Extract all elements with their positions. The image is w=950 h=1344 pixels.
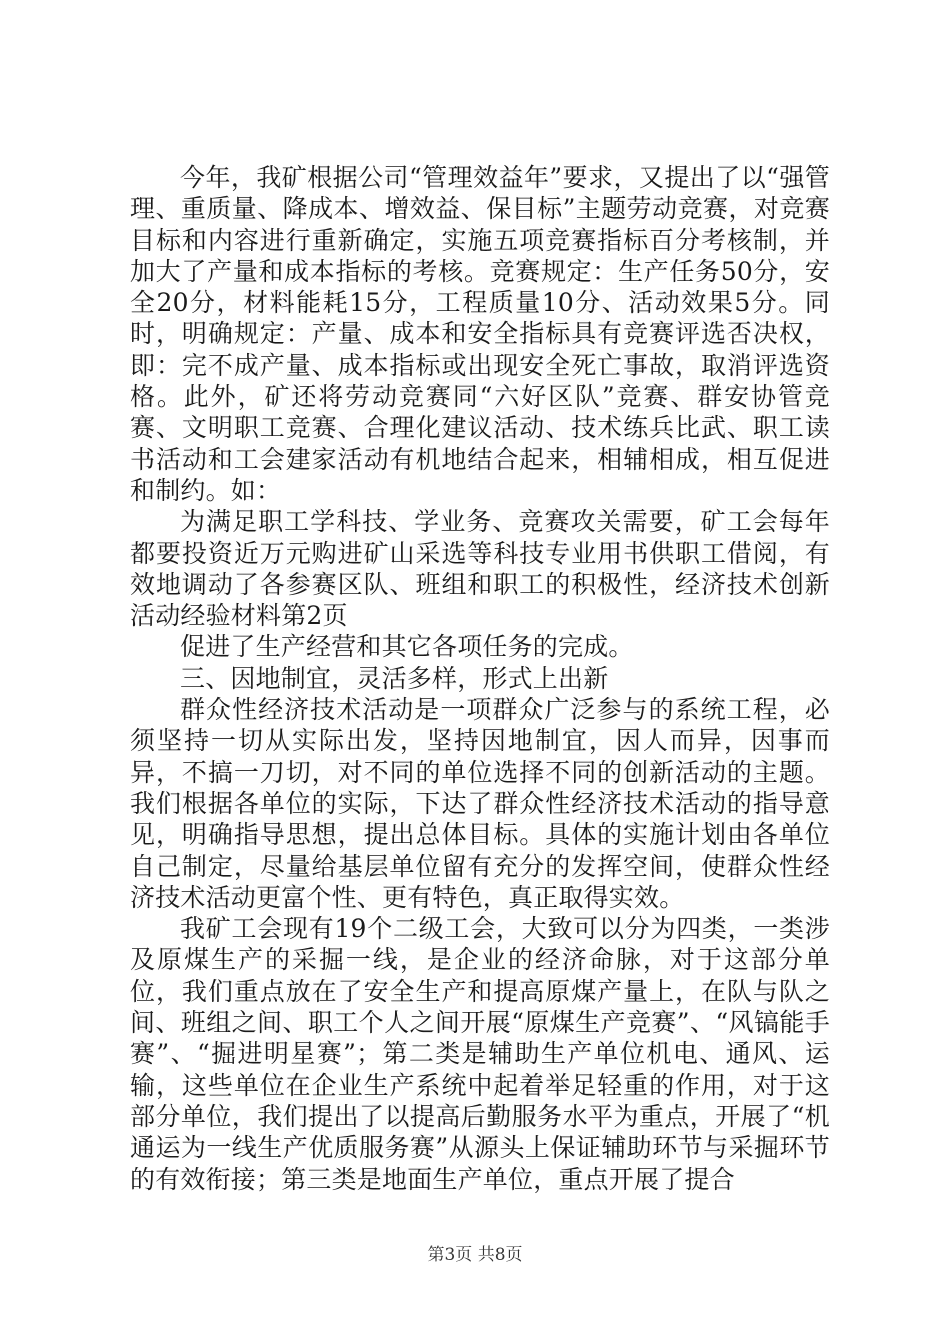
paragraph-books-investment: 为满足职工学科技、学业务、竞赛攻关需要，矿工会每年都要投资近万元购进矿山采选等科技专业用书供职工借阅，有效地调动了各参赛区队、班组和职工的积极性，经济技术创新活动经验材料第2页 <box>130 507 830 631</box>
section-heading-3: 三、因地制宜，灵活多样，形式上出新 <box>180 663 609 693</box>
paragraph-union-categories: 我矿工会现有19个二级工会，大致可以分为四类，一类涉及原煤生产的采掘一线，是企业的经济命脉，对于这部分单位，我们重点放在了安全生产和提高原煤产量上，在队与队之间、班组之间、职工个人之间开展“原煤生产竞赛”、“风镐能手赛”、“掘进明星赛”；第二类是辅助生产单位机电、通风、运输，这些单位在企业生产系统中起着举足轻重的作用，对于这部分单位，我们提出了以提高后勤服务水平为重点，开展了“机通运为一线生产优质服务赛”从源头上保证辅助环节与采掘环节的有效衔接；第三类是地面生产单位，重点开展了提合 <box>130 914 830 1194</box>
page-number-footer: 第3页 共8页 <box>427 1245 523 1265</box>
paragraph-continuation: 促进了生产经营和其它各项任务的完成。 <box>180 632 634 662</box>
document-body <box>130 162 830 1195</box>
paragraph-competition-rules: 今年，我矿根据公司“管理效益年”要求，又提出了以“强管理、重质量、降成本、增效益、保目标”主题劳动竞赛，对竞赛目标和内容进行重新确定，实施五项竞赛指标百分考核制，并加大了产量和成本指标的考核。竞赛规定：生产任务50分，安全20分，材料能耗15分，工程质量10分、活动效果5分。同时，明确规定：产量、成本和安全指标具有竞赛评选否决权，即：完不成产量、成本指标或出现安全死亡事故，取消评选资格。此外，矿还将劳动竞赛同“六好区队”竞赛、群安协管竞赛、文明职工竞赛、合理化建议活动、技术练兵比武、职工读书活动和工会建家活动有机地结合起来，相辅相成，相互促进和制约。如： <box>130 163 830 505</box>
paragraph-mass-activities: 群众性经济技术活动是一项群众广泛参与的系统工程，必须坚持一切从实际出发，坚持因地制宜，因人而异，因事而异，不搞一刀切，对不同的单位选择不同的创新活动的主题。我们根据各单位的实际，下达了群众性经济技术活动的指导意见，明确指导思想，提出总体目标。具体的实施计划由各单位自己制定，尽量给基层单位留有充分的发挥空间，使群众性经济技术活动更富个性、更有特色，真正取得实效。 <box>130 695 830 912</box>
